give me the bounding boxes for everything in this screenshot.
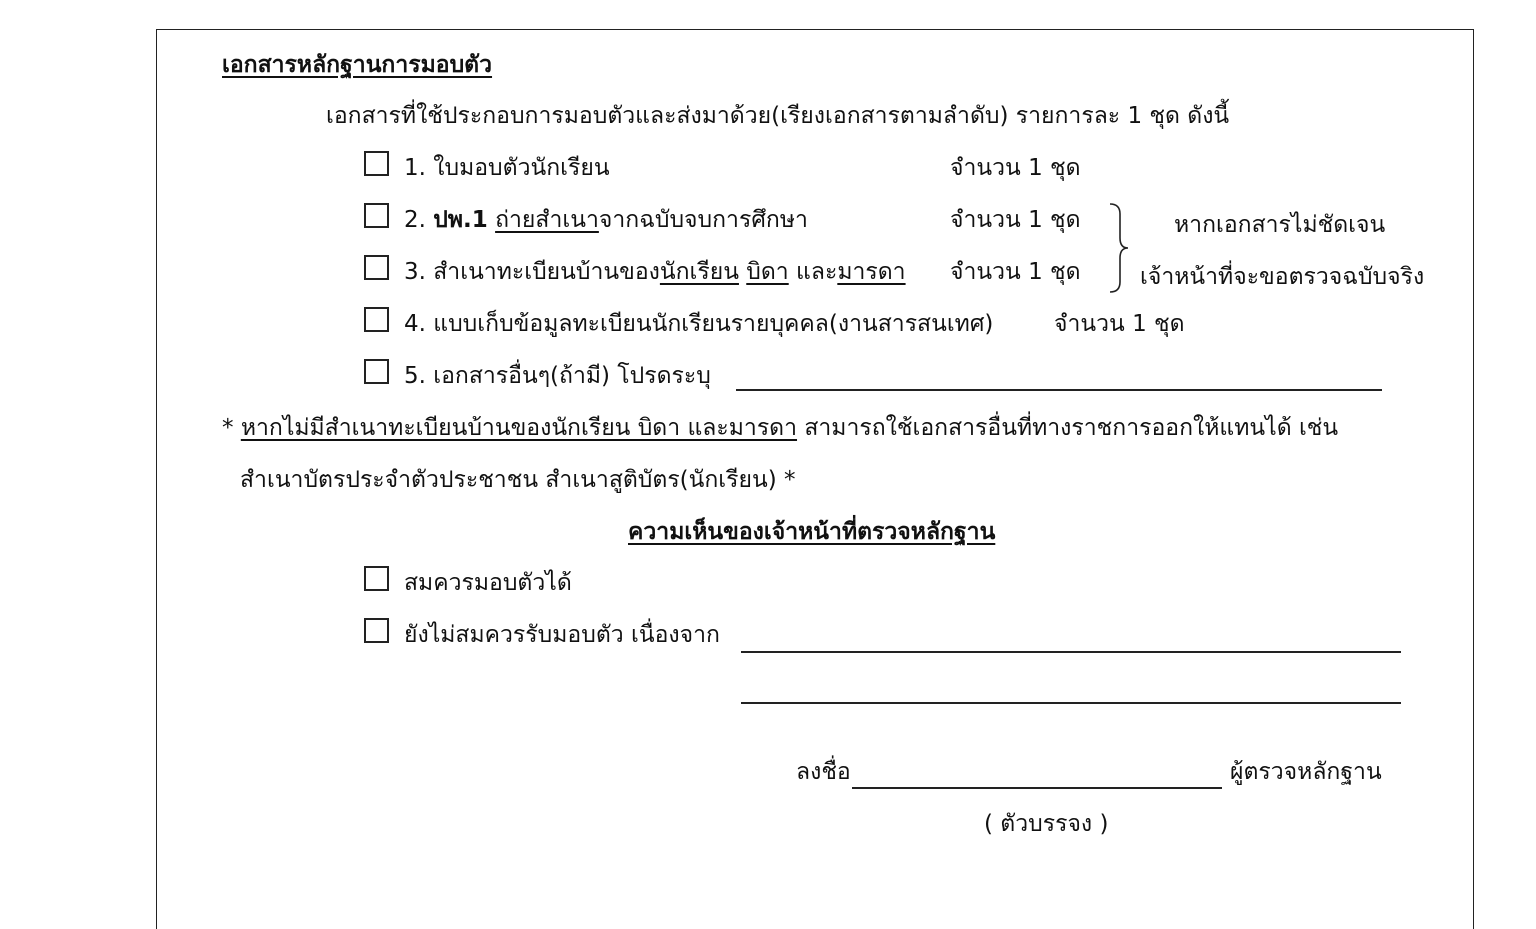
intro-text: เอกสารที่ใช้ประกอบการมอบตัวและส่งมาด้วย(เรียงเอกสารตามลำดับ) รายการละ 1 ชุด ดังนี้	[326, 103, 1230, 129]
checkbox-item-2[interactable]	[364, 203, 389, 228]
note-underlined: หากไม่มีสำเนาทะเบียนบ้านของนักเรียน บิดา และมารดา	[240, 415, 798, 441]
opinion-title: ความเห็นของเจ้าหน้าที่ตรวจหลักฐาน	[628, 519, 996, 545]
item-3-label	[404, 257, 906, 287]
reject-label: ยังไม่สมควรรับมอบตัว เนื่องจาก	[404, 622, 720, 648]
reject-reason-line-2[interactable]	[741, 702, 1401, 704]
item-3-and: และ	[796, 259, 838, 285]
brace-note-line-1: หากเอกสารไม่ชัดเจน	[1174, 212, 1386, 238]
checkbox-item-5[interactable]	[364, 359, 389, 384]
signature-suffix: ผู้ตรวจหลักฐาน	[1230, 759, 1382, 785]
brace-note-line-2: เจ้าหน้าที่จะขอตรวจฉบับจริง	[1140, 264, 1425, 290]
item-2-num: 2.	[404, 207, 426, 233]
checkbox-item-1[interactable]	[364, 151, 389, 176]
item-3-student: นักเรียน	[659, 259, 739, 285]
approve-label: สมควรมอบตัวได้	[404, 570, 572, 596]
item-3-mother: มารดา	[837, 259, 906, 285]
item-2-bold: ปพ.1	[433, 207, 488, 233]
item-3-pre: 3. สำเนาทะเบียนบ้านของ	[404, 259, 660, 285]
item-4-label: 4. แบบเก็บข้อมูลทะเบียนนักเรียนรายบุคคล(งานสารสนเทศ)	[404, 311, 994, 337]
signature-prefix: ลงชื่อ	[796, 759, 851, 785]
brace-icon	[1108, 200, 1132, 296]
item-2-label	[404, 205, 808, 235]
note-star: *	[222, 415, 241, 441]
item-5-label: 5. เอกสารอื่นๆ(ถ้ามี) โปรดระบุ	[404, 363, 711, 389]
checkbox-item-4[interactable]	[364, 307, 389, 332]
item-2-underline: ถ่ายสำเนา	[495, 207, 599, 233]
note-line-2: สำเนาบัตรประจำตัวประชาชน สำเนาสูติบัตร(นักเรียน) *	[240, 467, 796, 493]
item-1-qty: จำนวน 1 ชุด	[950, 155, 1081, 181]
item-4-qty: จำนวน 1 ชุด	[1054, 311, 1185, 337]
item-2-qty: จำนวน 1 ชุด	[950, 207, 1081, 233]
checkbox-approve[interactable]	[364, 566, 389, 591]
other-docs-input-line[interactable]	[736, 389, 1382, 391]
section-title: เอกสารหลักฐานการมอบตัว	[222, 52, 493, 78]
item-2-rest: จากฉบับจบการศึกษา	[598, 207, 808, 233]
item-3-qty: จำนวน 1 ชุด	[950, 259, 1081, 285]
note-line-1	[222, 413, 1338, 443]
reject-reason-line-1[interactable]	[741, 651, 1401, 653]
signature-line[interactable]	[852, 787, 1222, 789]
note-rest: สามารถใช้เอกสารอื่นที่ทางราชการออกให้แทนได้ เช่น	[797, 415, 1339, 441]
item-1-label: 1. ใบมอบตัวนักเรียน	[404, 155, 610, 181]
signature-caption: ( ตัวบรรจง )	[984, 811, 1109, 837]
item-3-father: บิดา	[746, 259, 789, 285]
checkbox-item-3[interactable]	[364, 255, 389, 280]
checkbox-reject[interactable]	[364, 618, 389, 643]
